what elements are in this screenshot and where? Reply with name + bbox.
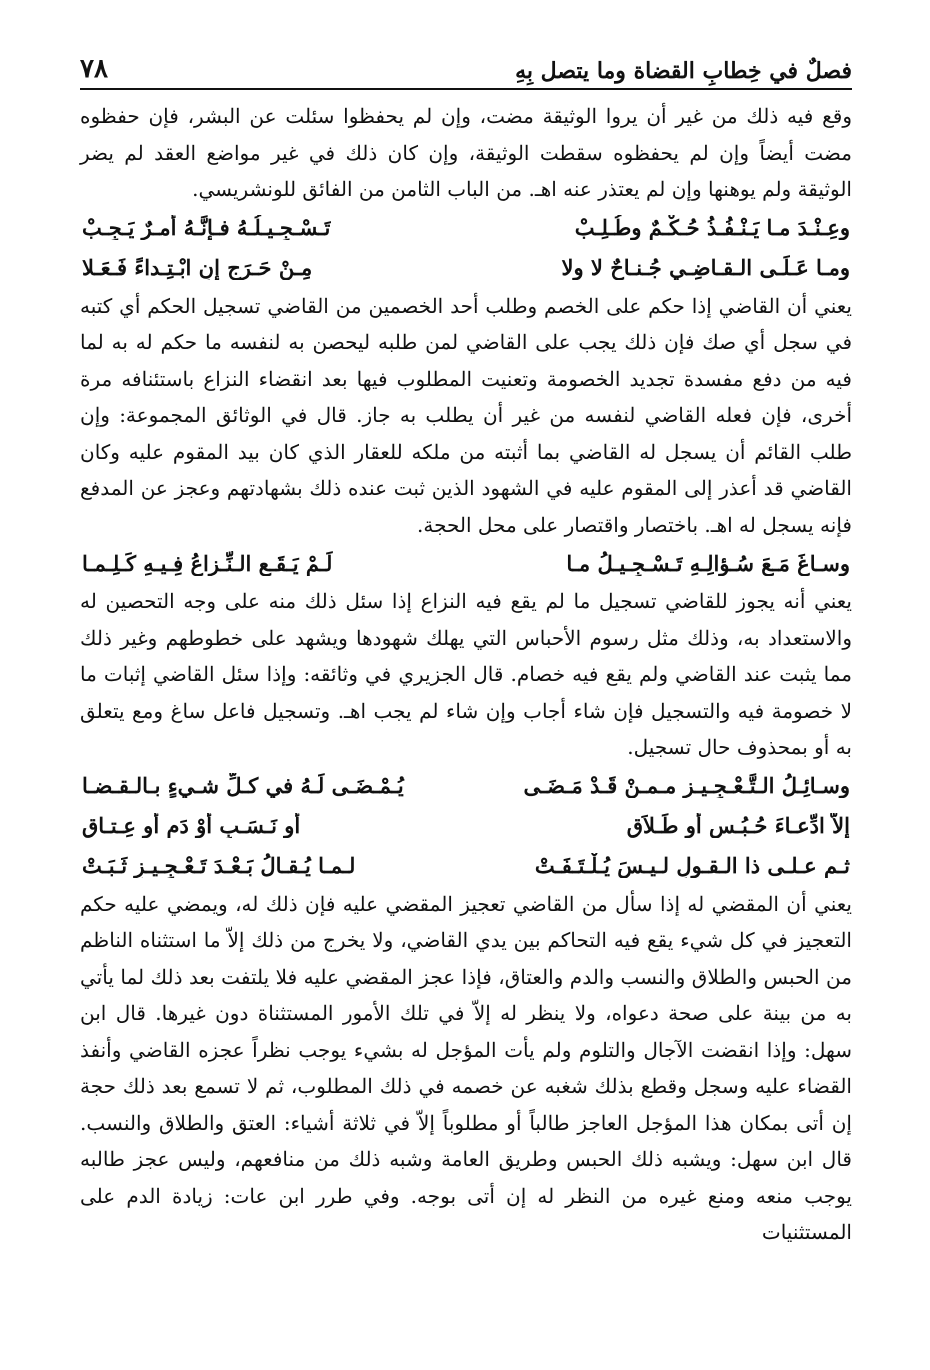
verse-second-hemistich: لَـمْ يَـقَـعِ الـنِّـزاعُ فِـيـهِ كَـلِـمـا [82, 550, 333, 576]
verse-line [80, 806, 852, 846]
paragraph-4: يعني أن المقضي له إذا سأل من القاضي تعجيز المقضي عليه فإن ذلك له، ويمضي عليه حكم التعجيز في كل شيء يقع فيه التحاكم بين يدي القاضي، ولا يخرج من ذلك إلاّ ما استثناه الناظم من الحبس والطلاق والنسب والدم والعتاق، فإذا عجز المقضي عليه فلا يلتفت بعد ذلك لما يأتي به من بينة على صحة دعواه، ولا ينظر له إلاّ في تلك الأمور المستثناة دون غيرها. قال ابن سهل: وإذا انقضت الآجال والتلوم ولم يأت المؤجل له بشيء يوجب نظراً عجزه القاضي وأنفذ القضاء عليه وسجل وقطع بذلك شغبه عن خصمه في ذلك المطلوب، ثم لا تسمع بعد ذلك حجة إن أتى بمكان هذا المؤجل العاجز طالباً أو مطلوباً إلاّ في ثلاثة أشياء: العتق والطلاق والنسب. قال ابن سهل: ويشبه ذلك الحبس وطريق العامة وشبه ذلك من منافعهم، وليس عجز طالبه يوجب منعه ومنع غيره من النظر له إن أتى بوجه. وفي طرر ابن عات: زيادة الدم على المستثنيات [80, 891, 852, 1244]
page-body [80, 98, 852, 1251]
running-title: فصلٌ في خِطابِ القضاة وما يتصل بِهِ [515, 58, 852, 84]
verse-first-hemistich: ثـم عـلـى ذا الـقـولِ لـيـسَ يُـلْـتَـفَـتْ [534, 853, 850, 878]
verse-second-hemistich: تَـسْـجِـيـلُـهُ فـإنَّـهُ أمـرٌ يَـجِـبْ [82, 215, 331, 240]
verse-second-hemistich: يُـمْـضَـى لَـهُ في كـلِّ شـيءٍ بـالـقـضـا [82, 773, 404, 798]
verse-second-hemistich: مِـنْ حَـرَجٍ إنِ ابْـتِـداءً فَـعَـلا [82, 255, 313, 280]
page-header [80, 48, 852, 90]
verse-second-hemistich: لـمـا يُـقـالُ بَـعْـدَ تَـعْـجِـيـزٍ ثَـبَـتْ [82, 853, 356, 878]
verse-line [80, 766, 852, 806]
paragraph-3: يعني أنه يجوز للقاضي تسجيل ما لم يقع فيه النزاع إذا سئل ذلك منه على وجه التحصين له والاستعداد به، وذلك مثل رسوم الأحباس التي يهلك شهودها ويشهد على خطوطهم وغير ذلك مما يثبت عند القاضي ولم يقع فيه خصام. قال الجزيري في وثائقه: وإذا سئل القاضي إثبات ما لا خصومة فيه والتسجيل فإن شاء أجاب وإن شاء لم يجب اهـ. وتسجيل فاعل ساغ ومع يتعلق به أو بمحذوف حال تسجيل. [80, 589, 852, 759]
verse-line [80, 208, 852, 248]
verse-line [80, 846, 852, 886]
paragraph-1: وقع فيه ذلك من غير أن يروا الوثيقة مضت، وإن لم يحفظوا سئلت عن البشر، فإن حفظوه مضت أيضاً وإن لم يحفظوه سقطت الوثيقة، وإن كان ذلك في غير مواضع العقد لم يضر الوثيقة ولم يوهنها وإن لم يعتذر عنه اهـ. من الباب الثامن من الفائق للونشريسي. [80, 104, 852, 201]
verse-first-hemistich: وسـاغَ مَـعَ سُـؤالِـهِ تَـسْـجِـيـلُ مـا [566, 550, 850, 576]
verse-group-2 [80, 543, 852, 583]
verse-line [80, 543, 852, 583]
verse-group-1 [80, 208, 852, 288]
verse-first-hemistich: إلاّ ادِّعـاءَ حُـبُـسٍ أو طَـلاَقِ [626, 813, 850, 838]
verse-first-hemistich: وسـائِـلُ الـتَّـعْـجِـيـزِ مـمـنْ قَـدْ مَـضَـى [523, 773, 850, 798]
verse-second-hemistich: أو نَـسَـبٍ أوْ دَمٍ أو عِـتـاقِ [82, 813, 301, 838]
verse-first-hemistich: ومـا عَـلَـى الـقـاضِـي جُـنـاحٌ لا ولا [561, 255, 850, 280]
verse-group-3 [80, 766, 852, 886]
verse-line [80, 248, 852, 288]
paragraph-2: يعني أن القاضي إذا حكم على الخصم وطلب أحد الخصمين من القاضي تسجيل الحكم أي كتبه في سجل أي صك فإن ذلك يجب على القاضي لمن طلبه ليحصن به لنفسه ما حكم له به لما فيه من دفع مفسدة تجديد الخصومة وتعنيت المطلوب فيها بعد انقضاء النزاع باستئنافه مرة أخرى، فإن فعله القاضي لنفسه من غير أن يطلب به جاز. قال في الوثائق المجموعة: وإن طلب القائم أن يسجل له القاضي بما أثبته من ملكه للعقار الذي كان بيد المقوم عليه وكان القاضي قد أعذر إلى المقوم عليه في الشهود الذين ثبت عنده ذلك بشهادتهم وعجز عن المدفع فإنه يسجل له اهـ. باختصار واقتصار على محل الحجة. [80, 293, 853, 537]
page-number: ٧٨ [80, 54, 108, 84]
verse-first-hemistich: وعِـنْـدَ مـا يَـنْـفُـذُ حُـكْـمٌ وطُـلِـبْ [574, 215, 850, 240]
